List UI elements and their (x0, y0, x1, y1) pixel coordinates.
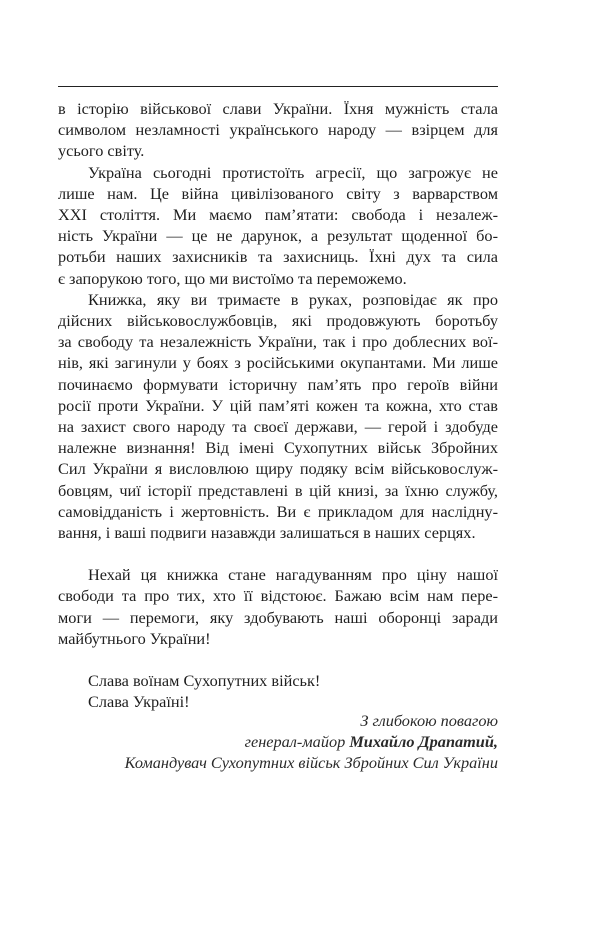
text-line: за свободу та незалежність України, так і про доблесних вої- (58, 332, 498, 352)
text-line: починаємо формувати історичну пам’ять про героїв війни (58, 374, 498, 394)
body-text (58, 98, 498, 712)
text-line: моги — перемоги, яку здобувають наші оборонці заради (58, 607, 498, 627)
paragraph-spacer (58, 649, 498, 670)
slogan-line: Слава Україні! (88, 692, 190, 712)
signature-rank: генерал-майор (244, 732, 350, 752)
text-line: Сил України я висловлюю щиру подяку всім військовослуж- (58, 459, 498, 479)
text-line: символом незламності українського народу — взірцем для (58, 120, 498, 140)
paragraph-spacer (58, 543, 498, 564)
text-line: майбутнього України! (58, 628, 211, 648)
text-line: бовцям, чиї історії представлені в цій книзі, за їхню службу, (58, 480, 498, 500)
text-line: самовідданість і жертовність. Ви є прикладом для наслідну- (58, 501, 498, 521)
text-line: росії проти України. У цій пам’яті кожен та кожна, хто став (58, 395, 498, 415)
paragraph-4 (58, 564, 498, 649)
signature-block (58, 710, 498, 774)
signature-name: Михайло Драпатий, (349, 732, 498, 752)
text-line: нів, які загинули у боях з російськими окупантами. Ми лише (58, 353, 498, 373)
text-line: ність України — це не дарунок, а результат щоденної бо- (58, 226, 498, 246)
text-line: вання, і ваші подвиги назавжди залишаться в наших серцях. (58, 523, 476, 543)
signature-position: Командувач Сухопутних військ Збройних Сил України (124, 753, 498, 773)
text-line: Книжка, яку ви тримаєте в руках, розповідає як про (88, 289, 498, 309)
text-line: є запорукою того, що ми вистоїмо та переможемо. (58, 268, 407, 288)
signature-name-line (58, 731, 498, 752)
text-line: усього світу. (58, 141, 145, 161)
header-rule (58, 86, 498, 87)
text-line: лише нам. Це війна цивілізованого світу з варварством (58, 183, 498, 203)
text-line: Нехай ця книжка стане нагадуванням про ціну нашої (88, 565, 498, 585)
text-line: ротьби наших захисників та захисниць. Їхні дух та сила (58, 247, 498, 267)
paragraph-2 (58, 162, 498, 289)
slogan-line: Слава воїнам Сухопутних військ! (88, 671, 321, 691)
slogans (58, 670, 498, 712)
text-line: на захист свого народу та своєї держави, — герой і здобуде (58, 417, 498, 437)
paragraph-1 (58, 98, 498, 162)
text-line: XXI століття. Ми маємо пам’ятати: свобода і незалеж- (58, 205, 498, 225)
text-line: в історію військової слави України. Їхня мужність стала (58, 99, 498, 118)
text-line: свободи та про тих, хто її відстоює. Бажаю всім нам пере- (58, 586, 498, 606)
signature-closing: З глибокою повагою (360, 711, 498, 730)
paragraph-3 (58, 289, 498, 543)
text-line: дійсних військовослужбовців, які продовжують боротьбу (58, 311, 498, 331)
text-line: Україна сьогодні протистоїть агресії, що загрожує не (88, 162, 498, 182)
text-line: належне визнання! Від імені Сухопутних військ Збройних (58, 438, 498, 458)
